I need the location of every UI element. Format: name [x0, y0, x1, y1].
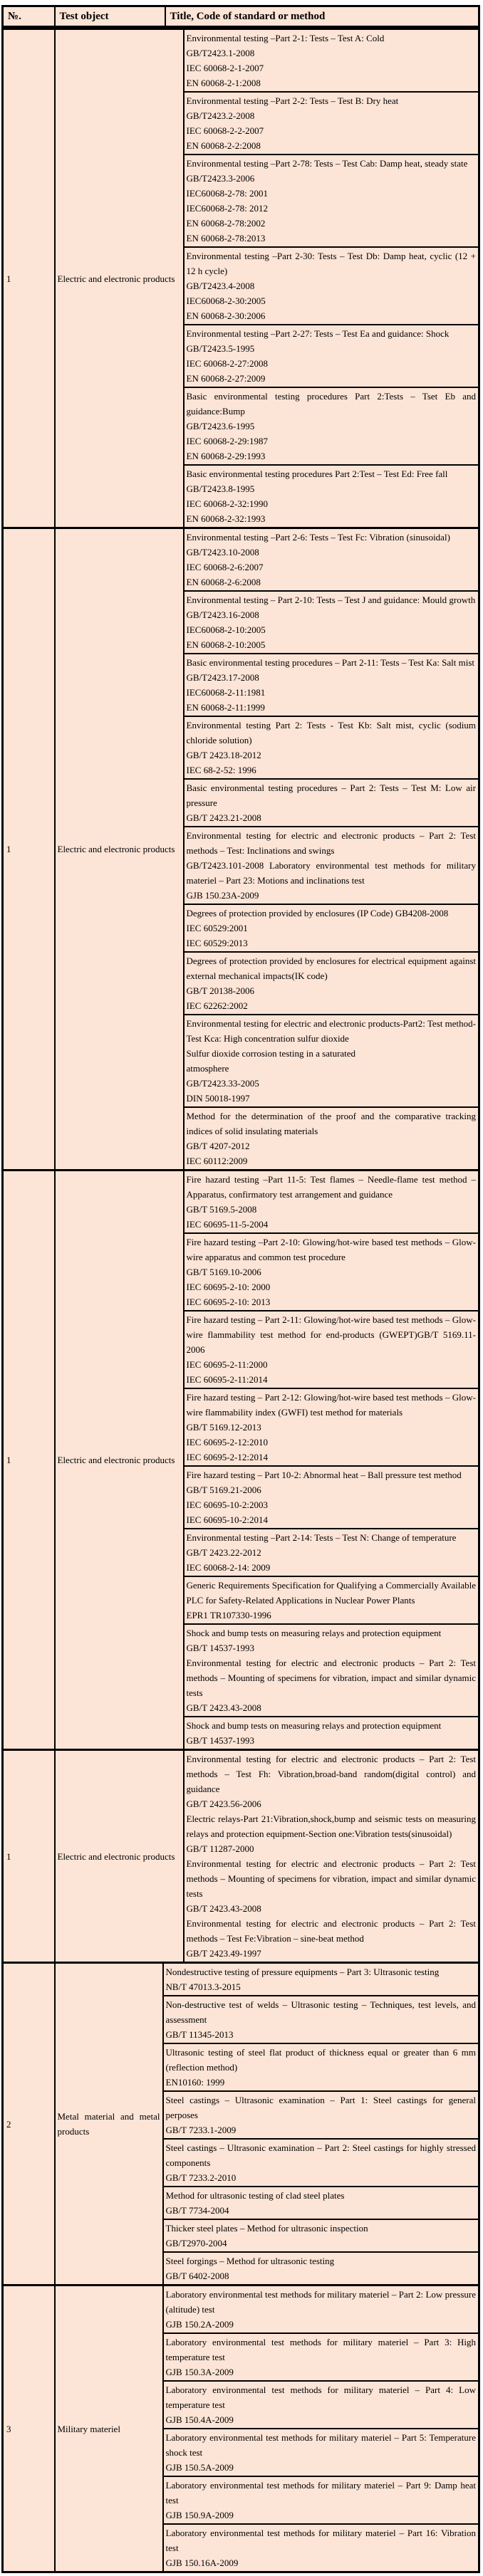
standard-paragraph: GB/T 2423.43-2008	[186, 1702, 261, 1713]
standard-paragraph: GB/T 5169.12-2013	[186, 1422, 261, 1433]
row-number-cell: 1	[3, 528, 55, 1171]
standard-paragraph: Degrees of protection provided by enclosures (IP Code) GB4208-2008	[186, 908, 449, 918]
standard-paragraph: GB/T 7233.1-2009	[165, 2125, 237, 2135]
standard-paragraph: GB/T2970-2004	[165, 2238, 227, 2248]
standard-paragraph: Environmental testing Part 2: Tests - Test Kb: Salt mist, cyclic (sodium chloride solution)	[186, 720, 476, 745]
standard-paragraph: GB/T 5169.5-2008	[186, 1204, 257, 1215]
standard-cell	[184, 1466, 479, 1529]
standard-paragraph: Environmental testing for electric and electronic products – Part 2: Test methods – Test Fh: Vibration,broad-band random(digital control) and guidance	[186, 1754, 476, 1794]
standard-paragraph: IEC60068-2-11:1981	[186, 687, 266, 698]
standard-cell	[184, 1717, 479, 1750]
test-object-cell: Electric and electronic products	[55, 29, 184, 528]
standard-paragraph: EN 60068-2-78:2013	[186, 233, 266, 244]
standard-cell	[184, 1107, 479, 1171]
standard-cell	[184, 1171, 479, 1234]
standard-paragraph: IEC 60695-2-10: 2013	[186, 1297, 271, 1307]
standard-cell	[184, 591, 479, 654]
standard-cell	[163, 2043, 479, 2091]
standard-paragraph: Environmental testing for electric and electronic products – Part 2: Test methods – Test Fe:Vibration – sine-beat method	[186, 1918, 476, 1944]
standard-paragraph: IEC 60695-2-11:2014	[186, 1374, 268, 1385]
standard-paragraph: Laboratory environmental test methods for military materiel – Part 5: Temperature shock test	[165, 2432, 476, 2458]
standard-paragraph: Environmental testing for electric and electronic products – Part 2: Test methods – Mounting of specimens for vibration, impact and similar dynamic tests	[186, 1858, 476, 1899]
standard-paragraph: IEC 60112:2009	[186, 1156, 248, 1166]
standard-cell	[184, 1388, 479, 1466]
standard-cell	[163, 2429, 479, 2476]
standard-paragraph: Laboratory environmental test methods for military materiel – Part 4: Low temperature test	[165, 2384, 476, 2410]
standard-paragraph: Fire hazard testing –Part 2-10: Glowing/hot-wire based test methods – Glow-wire apparatus and common test procedure	[186, 1237, 476, 1262]
standard-row	[3, 1171, 479, 1234]
standard-paragraph: GB/T 4207-2012	[186, 1141, 250, 1151]
standard-cell	[184, 1015, 479, 1107]
standard-paragraph: GJB 150.16A-2009	[165, 2557, 239, 2568]
standard-paragraph: GJB 150.2A-2009	[165, 2319, 234, 2330]
standard-paragraph: IEC 62262:2002	[186, 1000, 248, 1011]
standard-paragraph: GB/T2423.10-2008	[186, 547, 259, 557]
standard-paragraph: IEC 60068-2-27:2008	[186, 358, 268, 369]
standard-paragraph: IEC 60068-2-6:2007	[186, 562, 264, 572]
standard-cell	[163, 1963, 479, 1996]
header-row	[3, 6, 479, 27]
standard-cell	[163, 2333, 479, 2381]
row-number-cell: 2	[3, 1963, 55, 2286]
standard-paragraph: Environmental testing –Part 2-14: Tests – Test N: Change of temperature	[186, 1532, 457, 1543]
standard-cell	[163, 2187, 479, 2219]
standard-paragraph: IEC 60529:2013	[186, 938, 248, 948]
standard-paragraph: EN 60068-2-1:2008	[186, 78, 261, 88]
standard-cell	[163, 2252, 479, 2286]
standard-paragraph: Laboratory environmental test methods for military materiel – Part 2: Low pressure (altitude) test	[165, 2289, 476, 2315]
standard-cell	[163, 2286, 479, 2334]
standard-paragraph: Nondestructive testing of pressure equipments – Part 3: Ultrasonic testing	[165, 1967, 440, 1977]
standards-table-header	[1, 5, 480, 28]
standard-cell	[184, 716, 479, 779]
standard-cell	[163, 2219, 479, 2252]
standard-paragraph: Fire hazard testing –Part 11-5: Test flames – Needle-flame test method – Apparatus, confirmatory test arrangement and guidance	[186, 1174, 476, 1200]
standard-cell	[184, 528, 479, 592]
standard-paragraph: GB/T 6402-2008	[165, 2271, 229, 2281]
standard-paragraph: Environmental testing –Part 2-2: Tests – Test B: Dry heat	[186, 95, 399, 106]
standard-paragraph: GB/T 2423.56-2006	[186, 1799, 261, 1809]
group-table	[1, 28, 480, 529]
standard-cell	[184, 465, 479, 528]
test-object-cell: Military materiel	[55, 2286, 163, 2572]
standard-row	[3, 2286, 479, 2334]
standard-cell	[184, 779, 479, 827]
standard-paragraph: Basic environmental testing procedures Part 2:Tests – Tset Eb and guidance:Bump	[186, 391, 476, 417]
standard-cell	[184, 904, 479, 952]
standard-paragraph: GJB 150.4A-2009	[165, 2414, 234, 2425]
standard-paragraph: Steel castings – Ultrasonic examination – Part 2: Steel castings for highly stressed components	[165, 2142, 476, 2168]
standard-paragraph: Sulfur dioxide corrosion testing in a saturated	[186, 1048, 356, 1059]
row-number-cell: 1	[3, 1171, 55, 1750]
standard-paragraph: GB/T 14537-1993	[186, 1735, 254, 1746]
standard-paragraph: GB/T 5169.21-2006	[186, 1485, 261, 1495]
standard-row	[3, 29, 479, 93]
standard-paragraph: atmosphere	[186, 1063, 229, 1074]
standard-paragraph: Method for ultrasonic testing of clad steel plates	[165, 2190, 345, 2201]
standard-paragraph: Generic Requirements Specification for Qualifying a Commercially Available PLC for Safety-Related Applications in Nuclear Power Plants	[186, 1580, 476, 1606]
row-number-cell: 3	[3, 2286, 55, 2572]
standard-paragraph: Laboratory environmental test methods for military materiel – Part 9: Damp heat test	[165, 2480, 476, 2506]
test-object-cell: Electric and electronic products	[55, 1750, 184, 1963]
standard-cell	[184, 92, 479, 155]
standard-paragraph: EN 60068-2-2:2008	[186, 140, 261, 151]
standard-paragraph: IEC60068-2-30:2005	[186, 295, 266, 306]
standard-paragraph: IEC 60068-2-1-2007	[186, 63, 264, 73]
standard-paragraph: Shock and bump tests on measuring relays and protection equipment	[186, 1628, 442, 1638]
standard-paragraph: Method for the determination of the proof and the comparative tracking indices of solid insulating materials	[186, 1111, 476, 1136]
standard-paragraph: GB/T 7233.2-2010	[165, 2172, 237, 2183]
standard-paragraph: GB/T 2423.43-2008	[186, 1903, 261, 1914]
group-table	[1, 1169, 480, 1751]
standard-paragraph: Environmental testing –Part 2-6: Tests – Test Fc: Vibration (sinusoidal)	[186, 532, 450, 543]
standard-paragraph: GB/T2423.101-2008 Laboratory environmental test methods for military materiel – Part 23: Motions and inclinations test	[186, 860, 476, 886]
standard-paragraph: GB/T2423.17-2008	[186, 672, 259, 683]
standard-paragraph: Environmental testing for electric and electronic products – Part 2: Test methods – Mounting of specimens for vibration, impact and similar dynamic tests	[186, 1658, 476, 1698]
standard-paragraph: Degrees of protection provided by enclosures for electrical equipment against external mechanical impacts(IK code)	[186, 955, 476, 981]
standard-paragraph: Environmental testing – Part 2-10: Tests – Test J and guidance: Mould growth	[186, 595, 476, 605]
standard-paragraph: Basic environmental testing procedures – Part 2: Tests – Test M: Low air pressure	[186, 782, 476, 808]
test-object-cell: Metal material and metal products	[55, 1963, 163, 2286]
standard-paragraph: GJB 150.9A-2009	[165, 2510, 234, 2520]
standard-paragraph: IEC 60695-10-2:2014	[186, 1514, 268, 1525]
standard-paragraph: IEC 60068-2-32:1990	[186, 498, 268, 509]
standard-paragraph: Fire hazard testing – Part 2-12: Glowing/hot-wire based test methods – Glow-wire flammability index (GWFI) test method for materials	[186, 1392, 476, 1418]
standard-paragraph: IEC 60695-10-2:2003	[186, 1499, 268, 1510]
standard-cell	[184, 1529, 479, 1576]
standard-paragraph: EN 60068-2-78:2002	[186, 218, 266, 229]
col-header-title-code: Title, Code of standard or method	[165, 6, 479, 27]
standard-paragraph: Fire hazard testing – Part 2-11: Glowing/hot-wire based test methods – Glow-wire flammability test method for end-products (GWEPT)GB/T 5169.11-2006	[186, 1314, 476, 1355]
group-table	[1, 2284, 480, 2573]
standard-paragraph: GB/T 2423.18-2012	[186, 750, 261, 760]
test-object-cell: Electric and electronic products	[55, 1171, 184, 1750]
standard-paragraph: IEC 60695-2-12:2010	[186, 1437, 268, 1447]
standard-cell	[184, 387, 479, 465]
standard-cell	[163, 2381, 479, 2429]
test-object-cell: Electric and electronic products	[55, 528, 184, 1171]
standard-paragraph: Environmental testing –Part 2-78: Tests – Test Cab: Damp heat, steady state	[186, 158, 468, 169]
standard-paragraph: EN 60068-2-27:2009	[186, 373, 266, 384]
standard-paragraph: GJB 150.3A-2009	[165, 2367, 234, 2377]
standard-paragraph: GB/T 2423.22-2012	[186, 1547, 261, 1558]
standard-paragraph: Basic environmental testing procedures Part 2:Test – Test Ed: Free fall	[186, 468, 448, 479]
standards-table-body	[1, 28, 481, 2573]
standard-paragraph: EN 60068-2-30:2006	[186, 310, 266, 321]
standard-cell	[184, 952, 479, 1015]
standard-paragraph: GB/T 7734-2004	[165, 2205, 229, 2216]
standard-paragraph: EN 60068-2-11:1999	[186, 702, 265, 713]
standard-paragraph: GB/T 20138-2006	[186, 985, 254, 996]
standard-paragraph: EPR1 TR107330-1996	[186, 1610, 271, 1621]
standard-paragraph: GB/T2423.6-1995	[186, 421, 255, 431]
standard-paragraph: GJB 150.5A-2009	[165, 2462, 234, 2473]
row-number-cell: 1	[3, 1750, 55, 1963]
standard-paragraph: Environmental testing –Part 2-30: Tests – Test Db: Damp heat, cyclic (12 + 12 h cycle)	[186, 251, 476, 276]
standard-paragraph: Steel castings – Ultrasonic examination – Part 1: Steel castings for general perposes	[165, 2095, 476, 2120]
standard-cell	[163, 2139, 479, 2187]
standard-paragraph: DIN 50018-1997	[186, 1093, 250, 1104]
standard-cell	[184, 654, 479, 716]
standard-paragraph: Ultrasonic testing of steel flat product of thickness equal or greater than 6 mm (reflection method)	[165, 2047, 476, 2073]
standard-paragraph: Environmental testing for electric and electronic products-Part2: Test method- Test Kca: High concentration sulfur dioxide	[186, 1018, 476, 1044]
standard-cell	[163, 2091, 479, 2139]
standard-paragraph: EN 60068-2-10:2005	[186, 639, 266, 650]
standard-cell	[184, 827, 479, 904]
standard-cell	[184, 1576, 479, 1624]
standard-cell	[184, 1624, 479, 1717]
standard-paragraph: Laboratory environmental test methods for military materiel – Part 16: Vibration test	[165, 2528, 476, 2553]
standard-cell	[163, 1996, 479, 2043]
standard-paragraph: Non-destructive test of welds – Ultrasonic testing – Techniques, test levels, and assessment	[165, 1999, 476, 2025]
standard-paragraph: EN 60068-2-32:1993	[186, 513, 266, 524]
standard-paragraph: IEC60068-2-78: 2001	[186, 188, 268, 199]
standard-paragraph: Laboratory environmental test methods for military materiel – Part 3: High temperature test	[165, 2337, 476, 2362]
standard-paragraph: Fire hazard testing – Part 10-2: Abnormal heat – Ball pressure test method	[186, 1470, 462, 1480]
standard-paragraph: IEC60068-2-78: 2012	[186, 203, 268, 214]
standard-paragraph: EN10160: 1999	[165, 2077, 225, 2088]
standard-paragraph: GB/T 5169.10-2006	[186, 1267, 261, 1277]
standard-paragraph: Environmental testing –Part 2-1: Tests – Test A: Cold	[186, 33, 385, 43]
standard-cell	[184, 1750, 479, 1963]
standard-paragraph: Environmental testing –Part 2-27: Tests – Test Ea and guidance: Shock	[186, 328, 450, 339]
standard-paragraph: GB/T 14537-1993	[186, 1643, 254, 1653]
group-table	[1, 1749, 480, 1964]
standard-cell	[184, 29, 479, 93]
standard-row	[3, 1750, 479, 1963]
standard-paragraph: GB/T2423.8-1995	[186, 483, 255, 494]
standard-paragraph: IEC 60695-11-5-2004	[186, 1219, 269, 1230]
standard-paragraph: GB/T2423.3-2006	[186, 173, 255, 184]
standard-paragraph: Environmental testing for electric and electronic products – Part 2: Test methods – Test: Inclinations and swings	[186, 830, 476, 856]
standard-paragraph: Basic environmental testing procedures – Part 2-11: Tests – Test Ka: Salt mist	[186, 657, 474, 668]
standard-paragraph: NB/T 47013.3-2015	[165, 1981, 241, 1992]
standard-row	[3, 1963, 479, 1996]
group-table	[1, 527, 480, 1171]
standard-paragraph: IEC 60695-2-10: 2000	[186, 1282, 271, 1292]
standard-paragraph: GB/T2423.2-2008	[186, 110, 255, 121]
standard-paragraph: Steel forgings – Method for ultrasonic testing	[165, 2256, 335, 2266]
standard-paragraph: IEC 60695-2-12:2014	[186, 1452, 268, 1462]
standard-paragraph: GB/T2423.1-2008	[186, 48, 255, 58]
standard-cell	[184, 155, 479, 247]
standard-paragraph: IEC 60068-2-29:1987	[186, 436, 268, 446]
standard-paragraph: GJB 150.23A-2009	[186, 890, 259, 901]
standard-paragraph: GB/T2423.33-2005	[186, 1078, 259, 1089]
standard-paragraph: GB/T2423.5-1995	[186, 343, 255, 354]
row-number-cell: 1	[3, 29, 55, 528]
standard-paragraph: EN 60068-2-29:1993	[186, 451, 266, 461]
group-table	[1, 1962, 480, 2286]
standard-paragraph: GB/T 2423.49-1997	[186, 1948, 261, 1959]
standard-paragraph: IEC 68-2-52: 1996	[186, 765, 256, 775]
standard-paragraph: IEC 60068-2-14: 2009	[186, 1562, 271, 1573]
standard-cell	[163, 2476, 479, 2524]
col-header-no: №.	[3, 6, 55, 27]
standard-paragraph: IEC60068-2-10:2005	[186, 624, 266, 635]
standard-paragraph: GB/T2423.4-2008	[186, 281, 255, 291]
col-header-test-object: Test object	[55, 6, 165, 27]
standard-paragraph: Electric relays-Part 21:Vibration,shock,bump and seismic tests on measuring relays and protection equipment-Section one:Vibration tests(sinusoidal)	[186, 1813, 476, 1839]
standard-cell	[184, 325, 479, 387]
standard-cell	[184, 247, 479, 325]
standard-paragraph: EN 60068-2-6:2008	[186, 577, 261, 587]
standard-cell	[184, 1311, 479, 1388]
standard-paragraph: GB/T 11287-2000	[186, 1843, 254, 1854]
standard-paragraph: GB/T2423.16-2008	[186, 609, 259, 620]
standard-cell	[184, 1233, 479, 1311]
standard-paragraph: IEC 60695-2-11:2000	[186, 1359, 268, 1370]
standard-paragraph: GB/T 11345-2013	[165, 2029, 234, 2040]
standard-paragraph: Shock and bump tests on measuring relays and protection equipment	[186, 1720, 442, 1731]
standard-paragraph: Thicker steel plates – Method for ultrasonic inspection	[165, 2223, 368, 2234]
standard-row	[3, 528, 479, 592]
standard-paragraph: IEC 60068-2-2-2007	[186, 125, 264, 136]
standard-paragraph: IEC 60529:2001	[186, 923, 248, 933]
standard-paragraph: GB/T 2423.21-2008	[186, 812, 261, 823]
